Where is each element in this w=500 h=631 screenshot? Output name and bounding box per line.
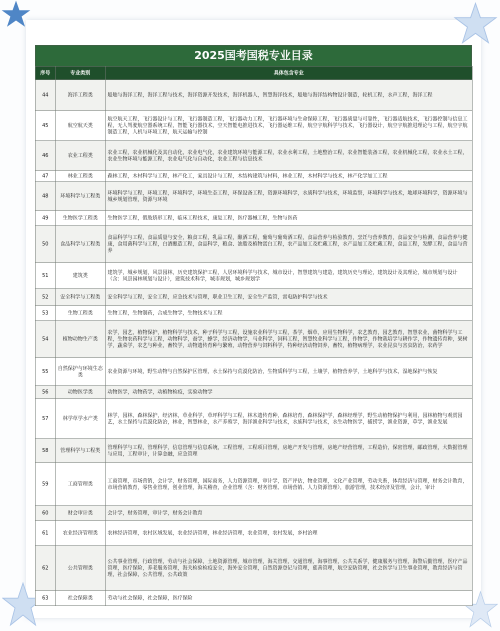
row-majors: 航空航天工程，飞行器设计与工程，飞行器制造工程，飞行器动力工程，飞行器环境与生命保障工程，飞行器质量与可靠性，飞行器适航技术，飞行器控制与信息工程，无人驾驶航空器系统工程，智能飞行器技术，空天智能电推进技术，飞行器运维工程，航空宇航科学与技术，飞行器设计，航空宇航推进理论与工程，航空宇航制造工程，人机与环境工程，航天运输与控制: [105, 111, 472, 141]
row-category: 动物医学类: [55, 386, 105, 399]
table-row: [35, 141, 472, 171]
row-index: 59: [35, 463, 55, 506]
table-row: [35, 463, 472, 506]
row-majors: 农林经济管理，农村区域发展，农业经济管理，林业经济管理，农业管理，农村发展，乡村治理: [105, 521, 472, 546]
row-category: 公共管理类: [55, 546, 105, 591]
table-row: [35, 386, 472, 399]
table-row: [35, 321, 472, 358]
row-index: 55: [35, 358, 55, 386]
table-row: [35, 306, 472, 321]
row-index: 52: [35, 289, 55, 306]
row-majors: 建筑学，城乡规划，风景园林，历史建筑保护工程，人居环境科学与技术，城市设计，智慧建筑与建造，建筑历史与理论，建筑设计及其理论，城市规划与设计（含：风景园林规划与设计），建筑技术科学，城市规划，城乡规划学: [105, 263, 472, 289]
table-row: [35, 358, 472, 386]
table-row: [35, 399, 472, 439]
row-category: 社会保障类: [55, 591, 105, 606]
row-index: 60: [35, 506, 55, 521]
table-row: [35, 289, 472, 306]
row-majors: 环境科学与工程，环境工程，环境科学，环境生态工程，环保设备工程，资源环境科学，水质科学与技术，环境监察，环境科学与技术，地球环境科学，资源环境与城乡规划管理，资源与环境: [105, 182, 472, 211]
star-icon: [453, 2, 498, 45]
row-majors: 农学，园艺，植物保护，植物科学与技术，种子科学与工程，设施农业科学与工程，茶学，烟草，应用生物科学，农艺教育，园艺教育，智慧农业，菌物科学与工程，生物农药科学与工程，动物科学，蚕学，蜂学，经济动物学，马业科学，饲料工程，智慧牧业科学与工程，作物学，作物栽培学与耕作学，作物遗传育种，果树学，蔬菜学，农艺与种业，畜牧学，动物遗传育种与繁殖，动物营养与饲料科学，特种经济动物饲养，畜牧，植物病理学，农业昆虫与害虫防治，农药学: [105, 321, 472, 358]
table-row: [35, 226, 472, 263]
table-row: [35, 439, 472, 463]
row-majors: 劳动与社会保障，社会保障，医疗保险: [105, 591, 472, 606]
row-category: 环境科学与工程类: [55, 182, 105, 211]
table-row: [35, 591, 472, 606]
row-index: 50: [35, 226, 55, 263]
table-row: [35, 211, 472, 226]
header-majors: 具体包含专业: [105, 66, 472, 80]
row-index: 58: [35, 439, 55, 463]
row-category: 生物医学工程类: [55, 211, 105, 226]
star-icon-shape: [455, 3, 496, 42]
row-majors: 船舶与海洋工程，海洋工程与技术，海洋资源开发技术，海洋机器人，智慧海洋技术，船舶与海洋结构物设计制造，轮机工程，水声工程，海洋工程: [105, 80, 472, 111]
row-index: 62: [35, 546, 55, 591]
table-row: [35, 171, 472, 182]
row-majors: 生物工程，生物制药，合成生物学，生物技术与工程: [105, 306, 472, 321]
header-index: 序号: [35, 66, 55, 80]
table-row: [35, 546, 472, 591]
star-icon-shape: [2, 1, 31, 27]
header-category: 专业类别: [55, 66, 105, 80]
row-category: 海洋工程类: [55, 80, 105, 111]
row-index: 48: [35, 182, 55, 211]
row-majors: 食品科学与工程，食品质量与安全，粮食工程，乳品工程，酿酒工程，葡萄与葡萄酒工程，食品营养与检验教育，烹饪与营养教育，食品安全与检测，食品营养与健康，食用菌科学与工程，白酒酿造工程，食品科学，粮食、油脂及植物蛋白工程，农产品加工及贮藏工程，水产品加工及贮藏工程，食品工程，发酵工程，食品与营养: [105, 226, 472, 263]
row-category: 建筑类: [55, 263, 105, 289]
row-index: 51: [35, 263, 55, 289]
table-row: [35, 506, 472, 521]
row-majors: 森林工程，木材科学与工程，林产化工，家具设计与工程，木结构建筑与材料，林业工程，木材科学与技术，林产化学加工工程: [105, 171, 472, 182]
row-category: 农业工程类: [55, 141, 105, 171]
row-category: 农业经济管理类: [55, 521, 105, 546]
row-index: 46: [35, 141, 55, 171]
row-majors: 农业资源与环境，野生动物与自然保护区管理，水土保持与荒漠化防治，生物质科学与工程，土壤学，植物营养学，土地科学与技术，湿地保护与恢复: [105, 358, 472, 386]
row-index: 61: [35, 521, 55, 546]
row-category: 植物动物生产类: [55, 321, 105, 358]
row-majors: 林学，园林，森林保护，经济林，草业科学，草坪科学与工程，林木遗传育种，森林培育，森林保护学，森林经理学，野生动植物保护与利用，园林植物与观赏园艺，水土保持与荒漠化防治，林业，智慧林业，水产养殖学，海洋渔业科学与技术，水族科学与技术，水生动物医学，捕捞学，渔业资源，草学，渔业发展: [105, 399, 472, 439]
row-category: 生物工程类: [55, 306, 105, 321]
row-majors: 工商管理，市场营销，会计学，财务管理，国际商务，人力资源管理，审计学，资产评估，物业管理，文化产业管理，劳动关系，体育经济与管理，财务会计教育，市场营销教育，零售业管理，创业管理，海关稽查，企业管理（含：财务管理、市场营销、人力资源管理），旅游管理，技术经济及管理，会计，审计: [105, 463, 472, 506]
row-category: 自然保护与环境生态类: [55, 358, 105, 386]
table-row: [35, 111, 472, 141]
table-row: [35, 182, 472, 211]
row-majors: 生物医学工程，假肢矫形工程，临床工程技术，康复工程，医疗器械工程，生物与医药: [105, 211, 472, 226]
row-category: 林学草学水产类: [55, 399, 105, 439]
row-majors: 公共事业管理，行政管理，劳动与社会保障，土地资源管理，城市管理，海关管理，交通管理，海事管理，公共关系学，健康服务与管理，海警后勤管理，医疗产品管理，医疗保险，养老服务管理，海关检验检疫安全，海外安全管理，自然资源登记与管理，慈善管理，航空安防管理，社会医学与卫生事业管理，教育经济与管理，社会保障，公共管理，公共政策: [105, 546, 472, 591]
row-category: 工商管理类: [55, 463, 105, 506]
star-icon: [0, 0, 32, 28]
row-category: 财会审计类: [55, 506, 105, 521]
row-category: 航空航天类: [55, 111, 105, 141]
row-category: 安全科学与工程类: [55, 289, 105, 306]
row-category: 林业工程类: [55, 171, 105, 182]
row-index: 56: [35, 386, 55, 399]
row-index: 57: [35, 399, 55, 439]
row-majors: 动物医学，动物药学，动植物检疫，实验动物学: [105, 386, 472, 399]
row-majors: 会计学，财务管理，审计学，财务会计教育: [105, 506, 472, 521]
row-index: 63: [35, 591, 55, 606]
row-majors: 农业工程，农业机械化及其自动化，农业电气化，农业建筑环境与能源工程，农业水利工程，土地整治工程，农业智能装备工程，农业机械化工程，农业水土工程，农业生物环境与能源工程，农业电气化与自动化，农业工程与信息技术: [105, 141, 472, 171]
row-category: 管理科学与工程类: [55, 439, 105, 463]
table-header-row: [35, 66, 472, 80]
row-index: 45: [35, 111, 55, 141]
row-index: 53: [35, 306, 55, 321]
row-index: 47: [35, 171, 55, 182]
row-index: 49: [35, 211, 55, 226]
row-majors: 安全科学与工程，安全工程，应急技术与管理，职业卫生工程，安全生产监管，雷电防护科学与技术: [105, 289, 472, 306]
row-majors: 管理科学与工程，管理科学，信息管理与信息系统，工程管理，工程项目管理，房地产开发与管理，房地产经营管理，工程造价，保密管理，邮政管理，大数据管理与应用，工程审计，计算金融，应急管理: [105, 439, 472, 463]
table-row: [35, 80, 472, 111]
catalog-table: [35, 66, 473, 606]
page-title: 2025国考国税专业目录: [35, 45, 472, 66]
row-index: 44: [35, 80, 55, 111]
row-index: 54: [35, 321, 55, 358]
table-row: [35, 521, 472, 546]
table-row: [35, 263, 472, 289]
row-category: 食品科学与工程类: [55, 226, 105, 263]
